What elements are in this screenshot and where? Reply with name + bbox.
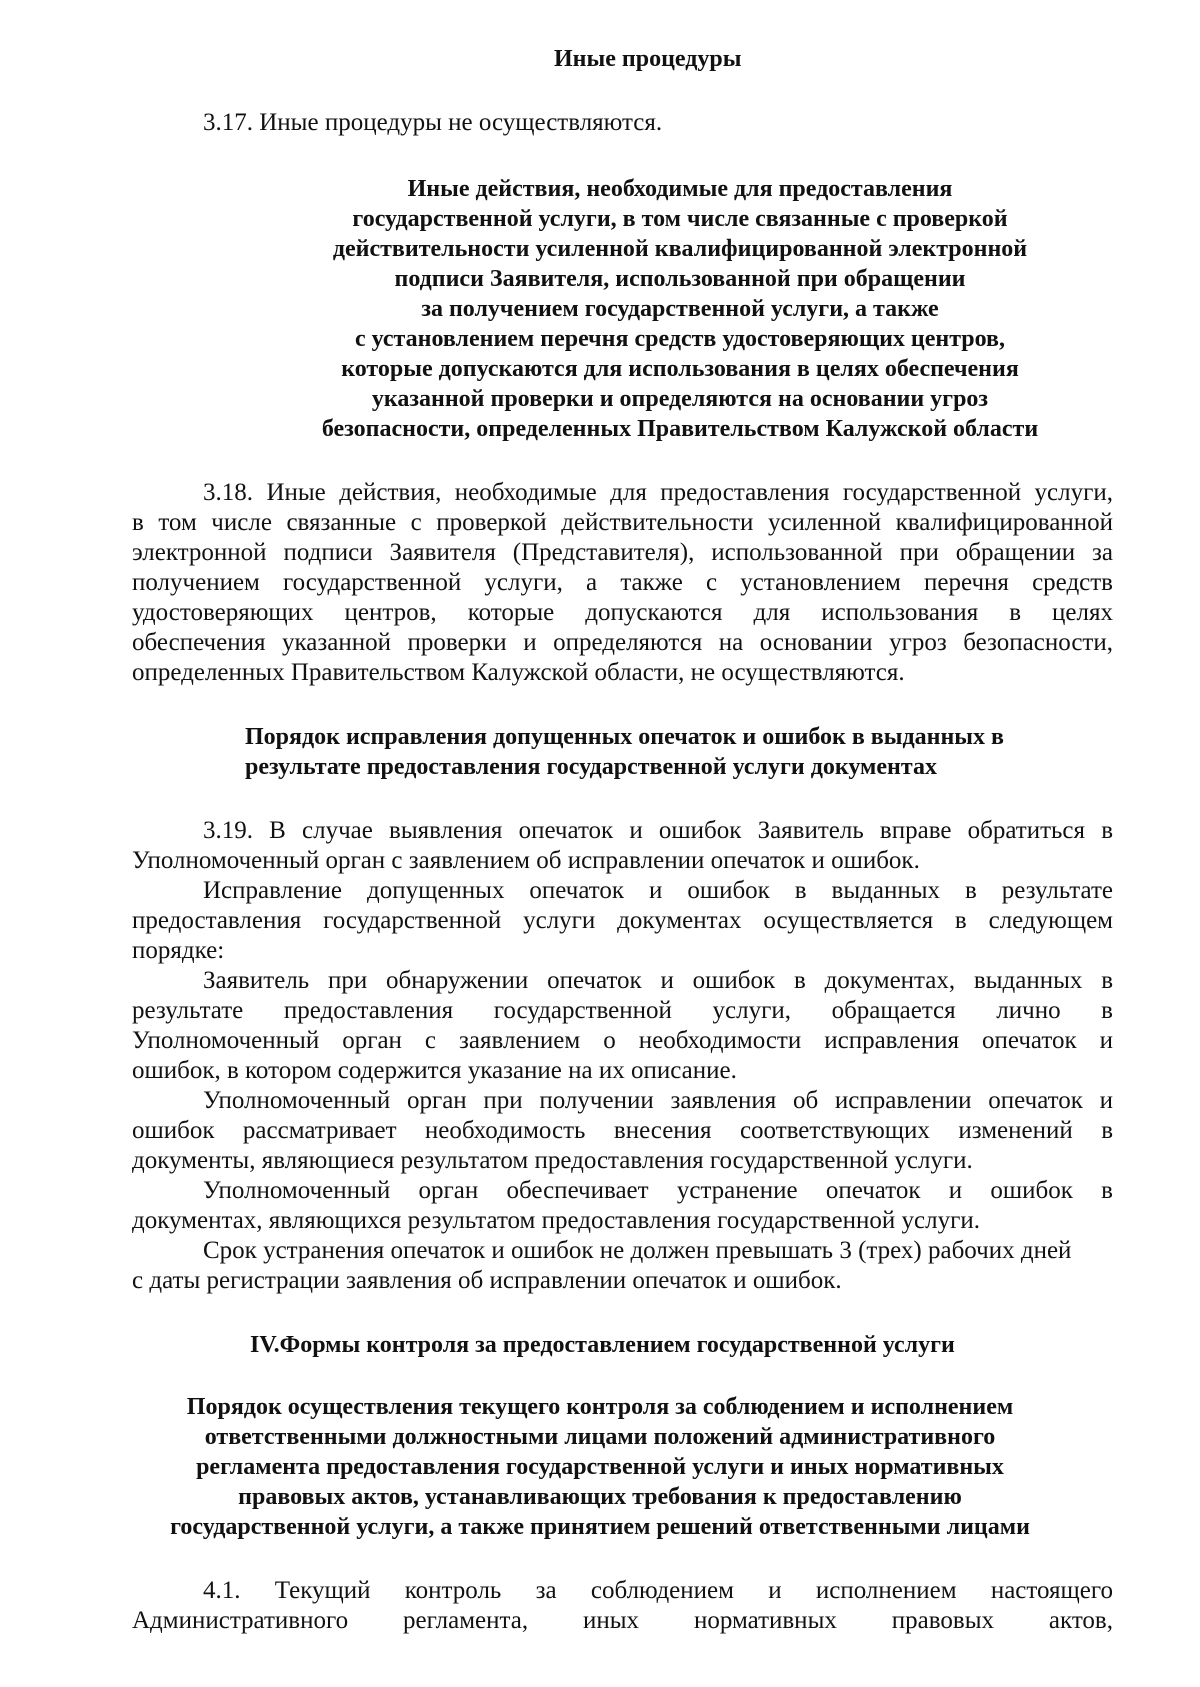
heading-other-actions-line: Иные действия, необходимые для предоставления [407,176,953,202]
paragraph-3-19-line: 3.19. В случае выявления опечаток и ошибок Заявитель вправе обратиться в [203,817,1113,844]
heading-current-control-line: Порядок осуществления текущего контроля за соблюдением и исполнением [186,1394,1014,1420]
paragraph-3-18-line: электронной подписи Заявителя (Представителя), использованной при обращении за [132,539,1113,566]
paragraph-3-19-line: документах, являющихся результатом предоставления государственной услуги. [132,1207,980,1234]
paragraph-3-18-line: определенных Правительством Калужской области, не осуществляются. [132,659,905,686]
heading-other-actions-line: указанной проверки и определяются на основании угроз [371,386,989,412]
paragraph-3-19-line: Заявитель при обнаружении опечаток и ошибок в документах, выданных в [203,967,1113,994]
paragraph-3-19-line: документы, являющиеся результатом предоставления государственной услуги. [132,1147,973,1174]
heading-other-procedures: Иные процедуры [554,46,742,72]
paragraph-3-19-line: Срок устранения опечаток и ошибок не должен превышать 3 (трех) рабочих дней [203,1237,1072,1264]
paragraph-4-1-line: Административного регламента, иных нормативных правовых актов, [132,1607,1113,1634]
heading-other-actions-line: с установлением перечня средств удостоверяющих центров, [354,326,1006,352]
paragraph-3-18-line: в том числе связанные с проверкой действительности усиленной квалифицированной [132,509,1113,536]
paragraph-3-18-line: обеспечения указанной проверки и определяются на основании угроз безопасности, [132,629,1113,656]
heading-corrections-line: результате предоставления государственной услуги документах [245,754,937,780]
heading-current-control-line: правовых актов, устанавливающих требования к предоставлению [238,1484,962,1510]
paragraph-3-19-line: порядке: [132,937,225,964]
paragraph-3-19-line: с даты регистрации заявления об исправлении опечаток и ошибок. [132,1267,842,1294]
section-iv-heading: IV.Формы контроля за предоставлением государственной услуги [250,1332,955,1358]
paragraph-3-19-line: Исправление допущенных опечаток и ошибок в выданных в результате [203,877,1113,904]
paragraph-3-19-line: Уполномоченный орган при получении заявления об исправлении опечаток и [203,1087,1113,1114]
paragraph-3-19-line: ошибок, в котором содержится указание на их описание. [132,1057,737,1084]
paragraph-3-18-line: получением государственной услуги, а также с установлением перечня средств [132,569,1113,596]
paragraph-3-18-line: 3.18. Иные действия, необходимые для предоставления государственной услуги, [203,479,1113,506]
paragraph-3-19-line: Уполномоченный орган обеспечивает устранение опечаток и ошибок в [203,1177,1113,1204]
paragraph-3-19-line: предоставления государственной услуги документах осуществляется в следующем [132,907,1113,934]
heading-other-actions-line: за получением государственной услуги, а также [421,296,939,322]
heading-other-actions-line: которые допускаются для использования в целях обеспечения [341,356,1019,382]
heading-other-actions-line: подписи Заявителя, использованной при обращении [394,266,966,292]
heading-corrections-line: Порядок исправления допущенных опечаток и ошибок в выданных в [245,724,1004,750]
paragraph-3-19-line: результате предоставления государственной услуги, обращается лично в [132,997,1113,1024]
paragraph-3-19-line: Уполномоченный орган с заявлением о необходимости исправления опечаток и [132,1027,1113,1054]
paragraph-3-19-line: Уполномоченный орган с заявлением об исправлении опечаток и ошибок. [132,847,920,874]
heading-other-actions-line: безопасности, определенных Правительством Калужской области [321,416,1039,442]
heading-other-actions-line: действительности усиленной квалифицированной электронной [332,236,1028,262]
paragraph-3-18-line: удостоверяющих центров, которые допускаются для использования в целях [132,599,1113,626]
heading-current-control-line: государственной услуги, а также принятием решений ответственными лицами [170,1514,1030,1540]
paragraph-3-17: 3.17. Иные процедуры не осуществляются. [203,109,663,136]
heading-current-control-line: регламента предоставления государственной услуги и иных нормативных [196,1454,1004,1480]
paragraph-3-19-line: ошибок рассматривает необходимость внесения соответствующих изменений в [132,1117,1113,1144]
heading-other-actions-line: государственной услуги, в том числе связанные с проверкой [352,206,1008,232]
paragraph-4-1-line: 4.1. Текущий контроль за соблюдением и исполнением настоящего [203,1577,1113,1604]
heading-current-control-line: ответственными должностными лицами положений административного [204,1424,996,1450]
